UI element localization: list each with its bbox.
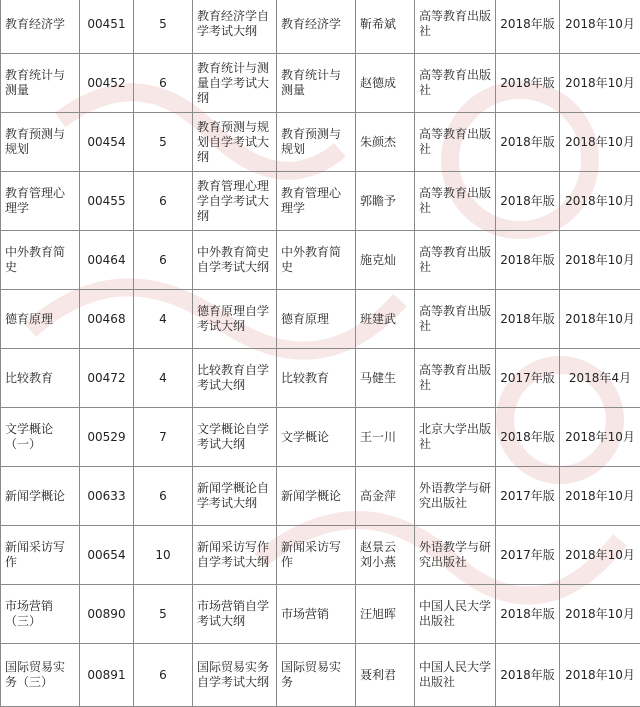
- syllabus-cell: 市场营销自学考试大纲: [193, 585, 277, 644]
- edition-cell: 2017年版: [496, 526, 560, 585]
- edition-cell: 2018年版: [496, 0, 560, 54]
- table-row: [1, 113, 640, 172]
- textbook-cell: 中外教育简史: [277, 231, 356, 290]
- syllabus-date-cell: 2018年10月: [560, 0, 640, 54]
- syllabus-date-cell: 2018年10月: [560, 644, 640, 707]
- publisher-cell: 高等教育出版社: [415, 0, 496, 54]
- edition-cell: 2018年版: [496, 408, 560, 467]
- course-name-cell: 中外教育简史: [1, 231, 80, 290]
- editor-cell: 赵德成: [356, 54, 415, 113]
- table-row: [1, 585, 640, 644]
- credits-cell: 6: [134, 54, 193, 113]
- credits-cell: 6: [134, 231, 193, 290]
- editor-cell: 汪旭晖: [356, 585, 415, 644]
- course-code-cell: 00464: [80, 231, 134, 290]
- syllabus-date-cell: 2018年10月: [560, 113, 640, 172]
- syllabus-date-cell: 2018年4月: [560, 349, 640, 408]
- textbook-cell: 教育经济学: [277, 0, 356, 54]
- course-name-cell: 教育管理心理学: [1, 172, 80, 231]
- syllabus-date-cell: 2018年10月: [560, 172, 640, 231]
- syllabus-cell: 文学概论自学考试大纲: [193, 408, 277, 467]
- editor-cell: 施克灿: [356, 231, 415, 290]
- syllabus-date-cell: 2018年10月: [560, 467, 640, 526]
- table-row: [1, 231, 640, 290]
- editor-cell: 马健生: [356, 349, 415, 408]
- table-row: [1, 408, 640, 467]
- syllabus-date-cell: 2018年10月: [560, 526, 640, 585]
- textbook-cell: 文学概论: [277, 408, 356, 467]
- editor-cell: 班建武: [356, 290, 415, 349]
- course-code-cell: 00891: [80, 644, 134, 707]
- editor-cell: 聂利君: [356, 644, 415, 707]
- syllabus-cell: 新闻学概论自学考试大纲: [193, 467, 277, 526]
- textbook-cell: 教育预测与规划: [277, 113, 356, 172]
- credits-cell: 5: [134, 0, 193, 54]
- table-row: [1, 526, 640, 585]
- textbook-cell: 国际贸易实务: [277, 644, 356, 707]
- textbook-cell: 教育管理心理学: [277, 172, 356, 231]
- textbook-cell: 德育原理: [277, 290, 356, 349]
- syllabus-cell: 教育预测与规划自学考试大纲: [193, 113, 277, 172]
- publisher-cell: 北京大学出版社: [415, 408, 496, 467]
- syllabus-date-cell: 2018年10月: [560, 54, 640, 113]
- publisher-cell: 高等教育出版社: [415, 54, 496, 113]
- course-code-cell: 00654: [80, 526, 134, 585]
- syllabus-cell: 教育管理心理学自学考试大纲: [193, 172, 277, 231]
- course-code-cell: 00472: [80, 349, 134, 408]
- syllabus-date-cell: 2018年10月: [560, 231, 640, 290]
- course-name-cell: 教育预测与规划: [1, 113, 80, 172]
- syllabus-date-cell: 2018年10月: [560, 290, 640, 349]
- table-row: [1, 0, 640, 54]
- edition-cell: 2017年版: [496, 349, 560, 408]
- course-code-cell: 00454: [80, 113, 134, 172]
- edition-cell: 2018年版: [496, 585, 560, 644]
- course-name-cell: 教育统计与测量: [1, 54, 80, 113]
- table-row: [1, 172, 640, 231]
- edition-cell: 2018年版: [496, 172, 560, 231]
- credits-cell: 10: [134, 526, 193, 585]
- edition-cell: 2018年版: [496, 290, 560, 349]
- editor-cell: 靳希斌: [356, 0, 415, 54]
- course-code-cell: 00452: [80, 54, 134, 113]
- publisher-cell: 高等教育出版社: [415, 172, 496, 231]
- course-code-cell: 00633: [80, 467, 134, 526]
- publisher-cell: 外语教学与研究出版社: [415, 467, 496, 526]
- credits-cell: 4: [134, 290, 193, 349]
- credits-cell: 5: [134, 113, 193, 172]
- edition-cell: 2018年版: [496, 644, 560, 707]
- editor-cell: 高金萍: [356, 467, 415, 526]
- course-code-cell: 00529: [80, 408, 134, 467]
- syllabus-date-cell: 2018年10月: [560, 585, 640, 644]
- syllabus-cell: 教育统计与测量自学考试大纲: [193, 54, 277, 113]
- credits-cell: 4: [134, 349, 193, 408]
- editor-cell: 王一川: [356, 408, 415, 467]
- textbook-cell: 新闻学概论: [277, 467, 356, 526]
- course-name-cell: 文学概论（一）: [1, 408, 80, 467]
- syllabus-cell: 国际贸易实务自学考试大纲: [193, 644, 277, 707]
- syllabus-cell: 中外教育简史自学考试大纲: [193, 231, 277, 290]
- credits-cell: 6: [134, 467, 193, 526]
- course-code-cell: 00468: [80, 290, 134, 349]
- course-name-cell: 市场营销（三）: [1, 585, 80, 644]
- syllabus-cell: 比较教育自学考试大纲: [193, 349, 277, 408]
- edition-cell: 2017年版: [496, 467, 560, 526]
- course-name-cell: 新闻采访写作: [1, 526, 80, 585]
- table-row: [1, 467, 640, 526]
- textbook-cell: 教育统计与测量: [277, 54, 356, 113]
- syllabus-date-cell: 2018年10月: [560, 408, 640, 467]
- edition-cell: 2018年版: [496, 113, 560, 172]
- textbook-cell: 比较教育: [277, 349, 356, 408]
- edition-cell: 2018年版: [496, 231, 560, 290]
- publisher-cell: 中国人民大学出版社: [415, 585, 496, 644]
- publisher-cell: 高等教育出版社: [415, 113, 496, 172]
- syllabus-cell: 德育原理自学考试大纲: [193, 290, 277, 349]
- edition-cell: 2018年版: [496, 54, 560, 113]
- publisher-cell: 中国人民大学出版社: [415, 644, 496, 707]
- editor-cell: 郭瞻予: [356, 172, 415, 231]
- course-name-cell: 教育经济学: [1, 0, 80, 54]
- course-code-cell: 00455: [80, 172, 134, 231]
- table-row: [1, 54, 640, 113]
- editor-cell: 朱颜杰: [356, 113, 415, 172]
- course-code-cell: 00451: [80, 0, 134, 54]
- syllabus-cell: 教育经济学自学考试大纲: [193, 0, 277, 54]
- credits-cell: 6: [134, 644, 193, 707]
- course-name-cell: 新闻学概论: [1, 467, 80, 526]
- credits-cell: 5: [134, 585, 193, 644]
- credits-cell: 7: [134, 408, 193, 467]
- table-row: [1, 349, 640, 408]
- table-row: [1, 290, 640, 349]
- publisher-cell: 高等教育出版社: [415, 231, 496, 290]
- syllabus-cell: 新闻采访写作自学考试大纲: [193, 526, 277, 585]
- textbook-cell: 新闻采访写作: [277, 526, 356, 585]
- course-name-cell: 国际贸易实务（三）: [1, 644, 80, 707]
- editor-cell: 赵景云 刘小燕: [356, 526, 415, 585]
- publisher-cell: 高等教育出版社: [415, 290, 496, 349]
- table-row: [1, 644, 640, 707]
- credits-cell: 6: [134, 172, 193, 231]
- course-name-cell: 比较教育: [1, 349, 80, 408]
- textbook-cell: 市场营销: [277, 585, 356, 644]
- course-name-cell: 德育原理: [1, 290, 80, 349]
- publisher-cell: 外语教学与研究出版社: [415, 526, 496, 585]
- publisher-cell: 高等教育出版社: [415, 349, 496, 408]
- course-code-cell: 00890: [80, 585, 134, 644]
